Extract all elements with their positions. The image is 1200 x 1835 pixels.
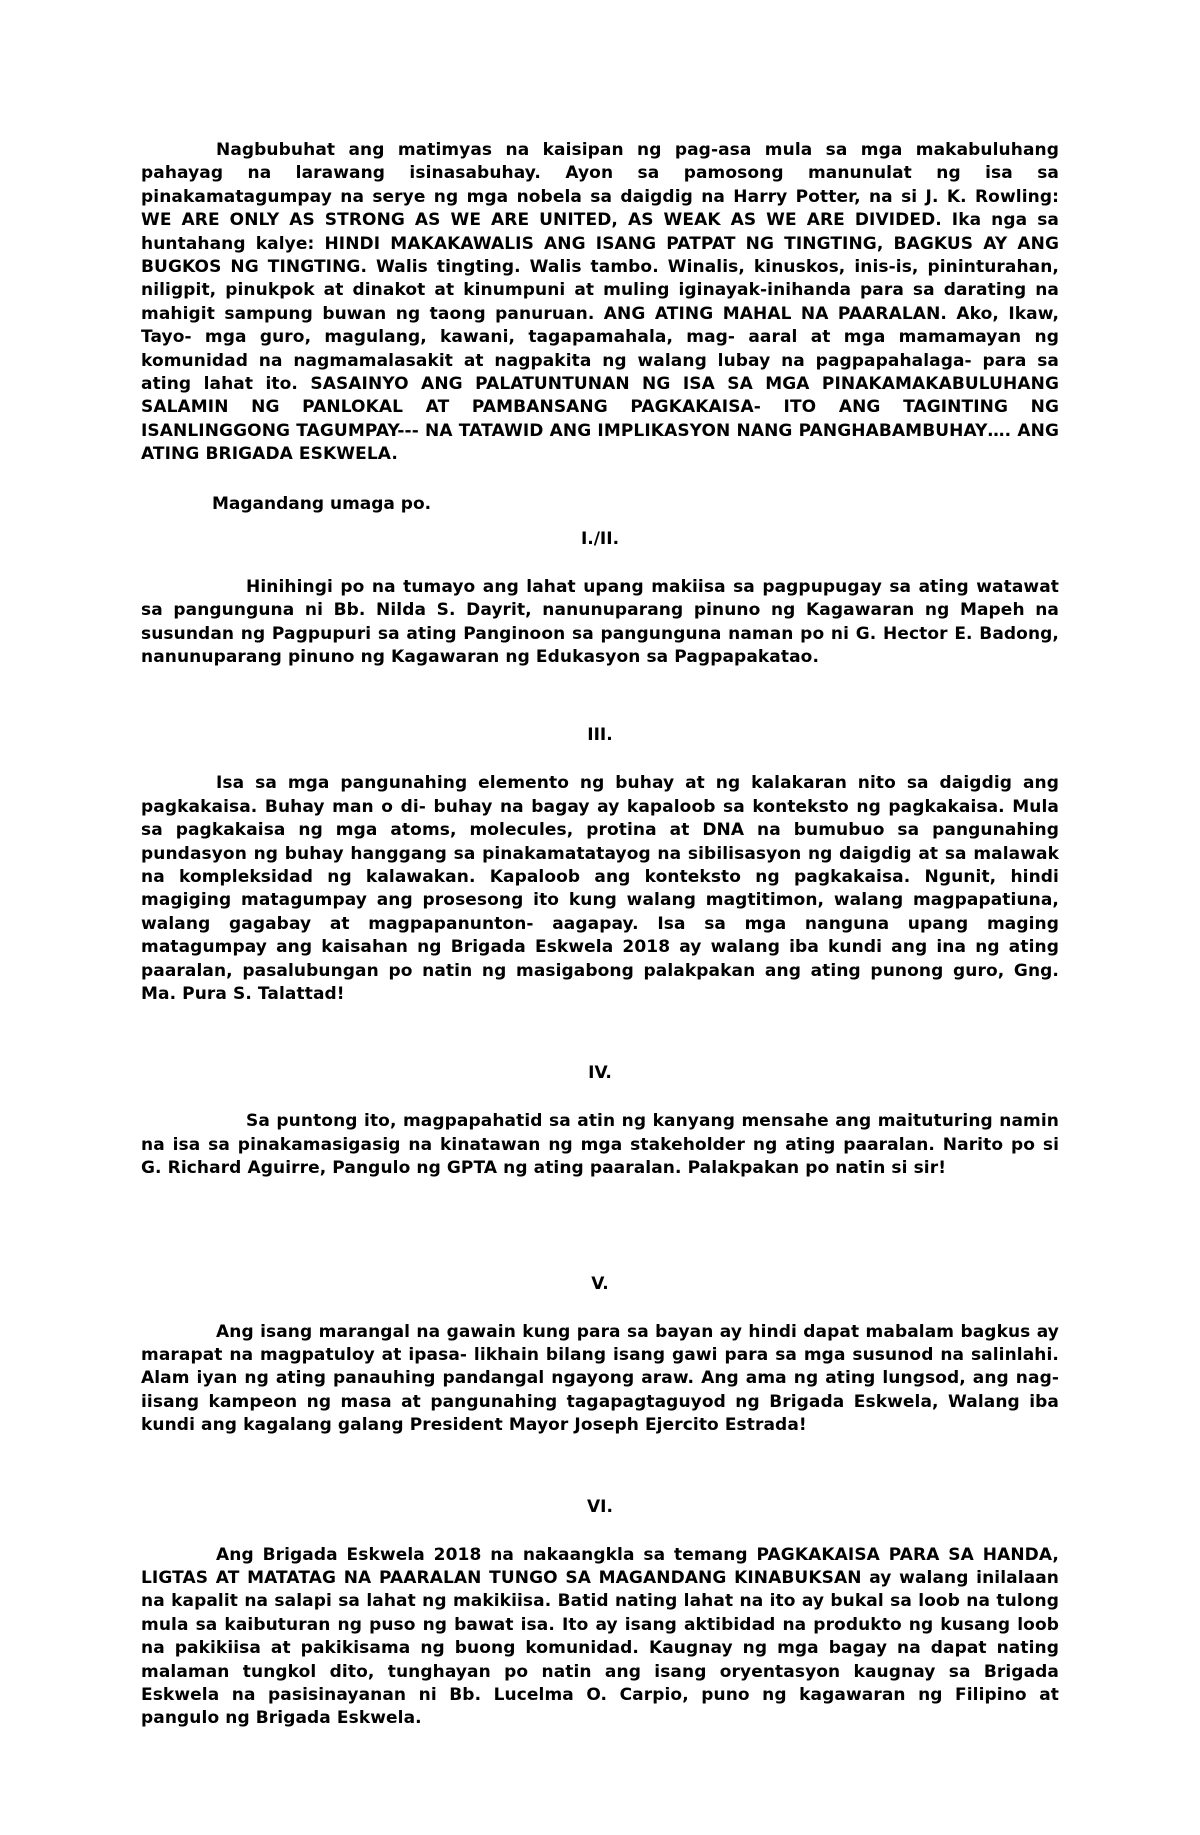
section-paragraph-3: Sa puntong ito, magpapahatid sa atin ng kanyang mensahe ang maituturing namin na isa sa pinakamasigasig na kinatawan ng mga stakeholder ng ating paaralan. Narito po si G. Richard Aguirre, Pangulo ng GPTA ng ating paaralan. Palakpakan po natin si sir! — [141, 1111, 1059, 1179]
section-heading-3: IV. — [588, 1063, 612, 1084]
section-heading-5: VI. — [587, 1496, 613, 1517]
greeting: Magandang umaga po. — [212, 493, 432, 514]
document-page — [141, 139, 1059, 1731]
section-heading-1: I./II. — [580, 528, 620, 549]
intro-paragraph: Nagbubuhat ang matimyas na kaisipan ng pag-asa mula sa mga makabuluhang pahayag na larawang isinasabuhay. Ayon sa pamosong manunulat ng isa sa pinakamatagumpay na serye ng mga nobela sa daigdig na Harry Potter, na si J. K. Rowling: WE ARE ONLY AS STRONG AS WE ARE UNITED, AS WEAK AS WE ARE DIVIDED. Ika nga sa huntahang kalye: HINDI MAKAKAWALIS ANG ISANG PATPAT NG TINGTING, BAGKUS AY ANG BUGKOS NG TINGTING. Walis tingting. Walis tambo. Winalis, kinuskos, inis-is, pininturahan, niligpit, pinukpok at dinakot at kinumpuni at muling iginayak-inihanda para sa darating na mahigit sampung buwan ng taong panuruan. ANG ATING MAHAL NA PAARALAN. Ako, Ikaw, Tayo- mga guro, magulang, kawani, tagapamahala, mag- aaral at mga mamamayan ng komunidad na nagmamalasakit at nagpakita ng walang lubay na pagpapahalaga- para sa ating lahat ito. SASAINYO ANG PALATUNTUNAN NG ISA SA MGA PINAKAMAKABULUHANG SALAMIN NG PANLOKAL AT PAMBANSANG PAGKAKAISA- ITO ANG TAGINTING NG ISANLINGGONG TAGUMPAY--- NA TATAWID ANG IMPLIKASYON NANG PANGHABAMBUHAY…. ANG ATING BRIGADA ESKWELA. — [141, 140, 1059, 465]
section-heading-2: III. — [587, 725, 613, 746]
section-heading-4: V. — [591, 1273, 609, 1294]
section-paragraph-1: Hinihingi po na tumayo ang lahat upang makiisa sa pagpupugay sa ating watawat sa pangunguna ni Bb. Nilda S. Dayrit, nanunuparang pinuno ng Kagawaran ng Mapeh na susundan ng Pagpupuri sa ating Panginoon sa pangunguna naman po ni G. Hector E. Badong, nanunuparang pinuno ng Kagawaran ng Edukasyon sa Pagpapakatao. — [141, 576, 1059, 667]
section-paragraph-2: Isa sa mga pangunahing elemento ng buhay at ng kalakaran nito sa daigdig ang pagkakaisa. Buhay man o di- buhay na bagay ay kapaloob sa konteksto ng pagkakaisa. Mula sa pagkakaisa ng mga atoms, molecules, protina at DNA na bumubuo sa pangunahing pundasyon ng buhay hanggang sa pinakamatatayog na sibilisasyon ng daigdig at sa malawak na kompleksidad ng kalawakan. Kapaloob ang konteksto ng pagkakaisa. Ngunit, hindi magiging matagumpay ang prosesong ito kung walang magtitimon, walang magpapatiuna, walang gagabay at magpapanunton- aagapay. Isa sa mga nanguna upang maging matagumpay ang kaisahan ng Brigada Eskwela 2018 ay walang iba kundi ang ina ng ating paaralan, pasalubungan po natin ng masigabong palakpakan ang ating punong guro, Gng. Ma. Pura S. Talattad! — [141, 773, 1059, 1004]
section-paragraph-5: Ang Brigada Eskwela 2018 na nakaangkla sa temang PAGKAKAISA PARA SA HANDA, LIGTAS AT MATATAG NA PAARALAN TUNGO SA MAGANDANG KINABUKSAN ay walang inilalaan na kapalit na salapi sa lahat ng makikiisa. Batid nating lahat na ito ay bukal sa loob na tulong mula sa kaibuturan ng puso ng bawat isa. Ito ay isang aktibidad na produkto ng kusang loob na pakikiisa at pakikisama ng buong komunidad. Kaugnay ng mga bagay na dapat nating malaman tungkol dito, tunghayan po natin ang isang oryentasyon kaugnay sa Brigada Eskwela na pasisinayanan ni Bb. Lucelma O. Carpio, puno ng kagawaran ng Filipino at pangulo ng Brigada Eskwela. — [141, 1544, 1059, 1729]
section-paragraph-4: Ang isang marangal na gawain kung para sa bayan ay hindi dapat mabalam bagkus ay marapat na magpatuloy at ipasa- likhain bilang isang gawi para sa mga susunod na salinlahi. Alam iyan ng ating panauhing pandangal ngayong araw. Ang ama ng ating lungsod, ang nag-iisang kampeon ng masa at pangunahing tagapagtaguyod ng Brigada Eskwela, Walang iba kundi ang kagalang galang President Mayor Joseph Ejercito Estrada! — [141, 1321, 1059, 1436]
